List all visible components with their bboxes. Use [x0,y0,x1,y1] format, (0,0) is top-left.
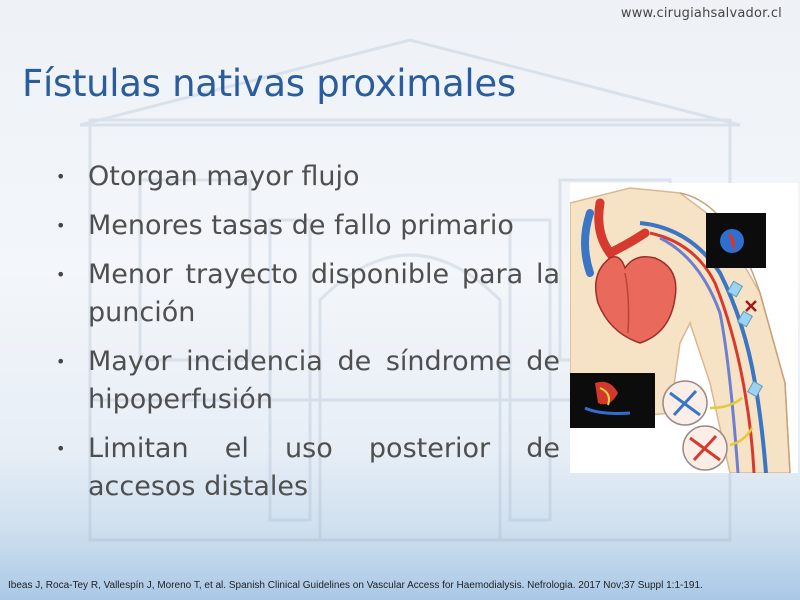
citation-footer: Ibeas J, Roca-Tey R, Vallespín J, Moreno T, et al. Spanish Clinical Guidelines on Vascular Access for Haemodialysis. Nefrologia. 2017 Nov;37 Suppl 1:1-191. [8,580,703,591]
bullet-item [56,158,560,196]
bullet-text: Menor trayecto disponible para la punción [88,259,560,328]
bullet-text: Mayor incidencia de síndrome de hipoperfusión [88,346,560,415]
bullet-text: Limitan el uso posterior de accesos distales [88,433,560,502]
heart-arm-vascular-illustration-icon [570,183,798,473]
bullet-dot-icon: • [56,167,66,186]
site-url: www.cirugiahsalvador.cl [620,6,782,21]
bullet-item [56,256,560,332]
bullet-text: Menores tasas de fallo primario [88,210,514,241]
bullet-item [56,207,560,245]
bullet-item [56,343,560,419]
bullet-item [56,430,560,506]
bullet-dot-icon: • [56,265,66,284]
bullet-dot-icon: • [56,439,66,458]
bullet-list [56,158,560,517]
bullet-text: Otorgan mayor flujo [88,161,360,192]
bullet-dot-icon: • [56,216,66,235]
slide-title: Fístulas nativas proximales [22,62,516,105]
vascular-access-illustration [570,183,798,473]
bullet-dot-icon: • [56,352,66,371]
